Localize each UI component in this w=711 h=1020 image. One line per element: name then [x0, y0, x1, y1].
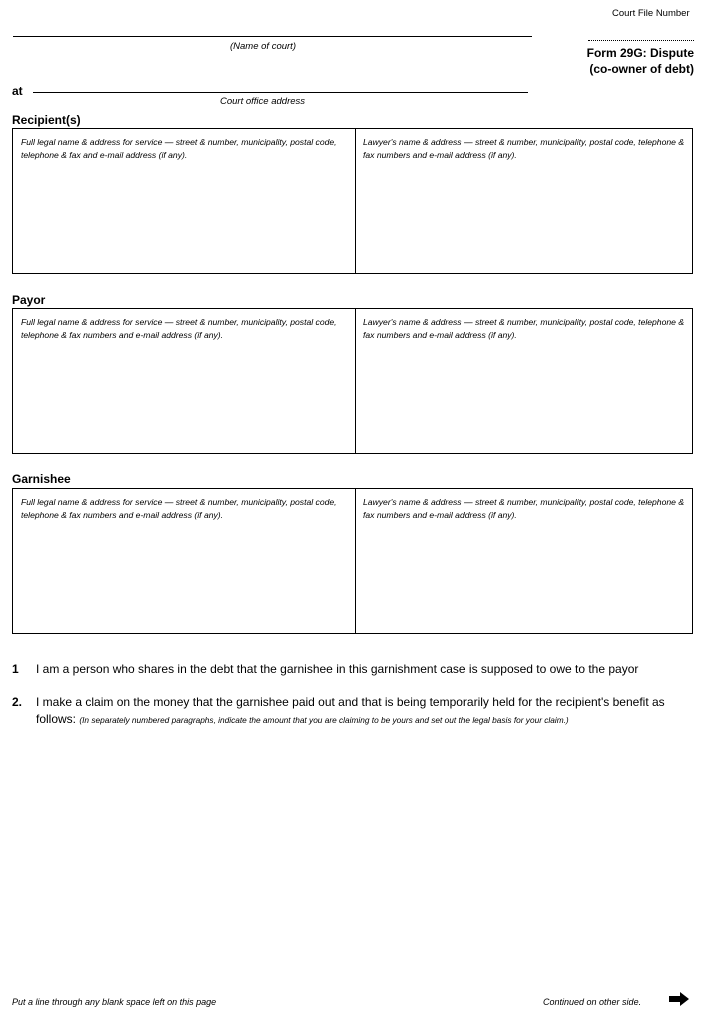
footer-left-note: Put a line through any blank space left on this page	[12, 997, 217, 1007]
payor-title: Payor	[12, 293, 46, 307]
court-file-number-field[interactable]	[588, 40, 694, 41]
garnishee-title: Garnishee	[12, 472, 71, 486]
form-title-line1: Form 29G: Dispute	[586, 46, 694, 60]
garnishee-box	[12, 488, 693, 634]
paragraph-2-body	[36, 694, 706, 729]
recipients-party-cell-label[interactable]: Full legal name & address for service — street & number, municipality, postal code, telephone & fax and e-mail address (if any).	[21, 137, 337, 160]
payor-box	[12, 308, 693, 454]
recipients-lawyer-cell-label[interactable]: Lawyer's name & address — street & number, municipality, postal code, telephone & fax numbers and e-mail address (if any).	[363, 137, 685, 160]
name-of-court-line[interactable]	[13, 36, 532, 37]
garnishee-party-cell-label[interactable]: Full legal name & address for service — street & number, municipality, postal code, telephone & fax numbers and e-mail address (if any).	[21, 497, 337, 520]
paragraph-1-text: I am a person who shares in the debt that the garnishee in this garnishment case is supposed to owe to the payor	[36, 662, 639, 676]
paragraph-2-text: I make a claim on the money that the garnishee paid out and that is being temporarily held for the recipient's benefit as follows:	[36, 695, 665, 726]
garnishee-lawyer-cell-label[interactable]: Lawyer's name & address — street & number, municipality, postal code, telephone & fax numbers and e-mail address (if any).	[363, 497, 685, 520]
paragraph-1	[12, 661, 702, 681]
garnishee-divider	[355, 489, 356, 633]
recipients-divider	[355, 129, 356, 273]
claim-text-area[interactable]	[36, 740, 694, 980]
court-office-address-line[interactable]	[33, 92, 528, 93]
payor-lawyer-cell-label[interactable]: Lawyer's name & address — street & number, municipality, postal code, telephone & fax numbers and e-mail address (if any).	[363, 317, 685, 340]
recipients-box	[12, 128, 693, 274]
payor-party-cell-label[interactable]: Full legal name & address for service — street & number, municipality, postal code, telephone & fax numbers and e-mail address (if any).	[21, 317, 337, 340]
paragraph-2-instruction: (In separately numbered paragraphs, indicate the amount that you are claiming to be yours and set out the legal basis for your claim.)	[79, 715, 569, 725]
form-title-line2: (co-owner of debt)	[589, 62, 694, 76]
payor-divider	[355, 309, 356, 453]
paragraph-2-number: 2.	[12, 695, 23, 709]
name-of-court-label: (Name of court)	[230, 41, 296, 52]
paragraph-1-number: 1	[12, 662, 19, 676]
paragraph-2	[12, 694, 702, 734]
court-office-address-label: Court office address	[220, 96, 306, 107]
recipients-title: Recipient(s)	[12, 113, 81, 127]
court-file-number-label: Court File Number	[612, 8, 690, 19]
at-label: at	[12, 84, 23, 98]
continue-arrow-icon	[668, 992, 690, 1006]
footer-right-note: Continued on other side.	[543, 997, 642, 1007]
